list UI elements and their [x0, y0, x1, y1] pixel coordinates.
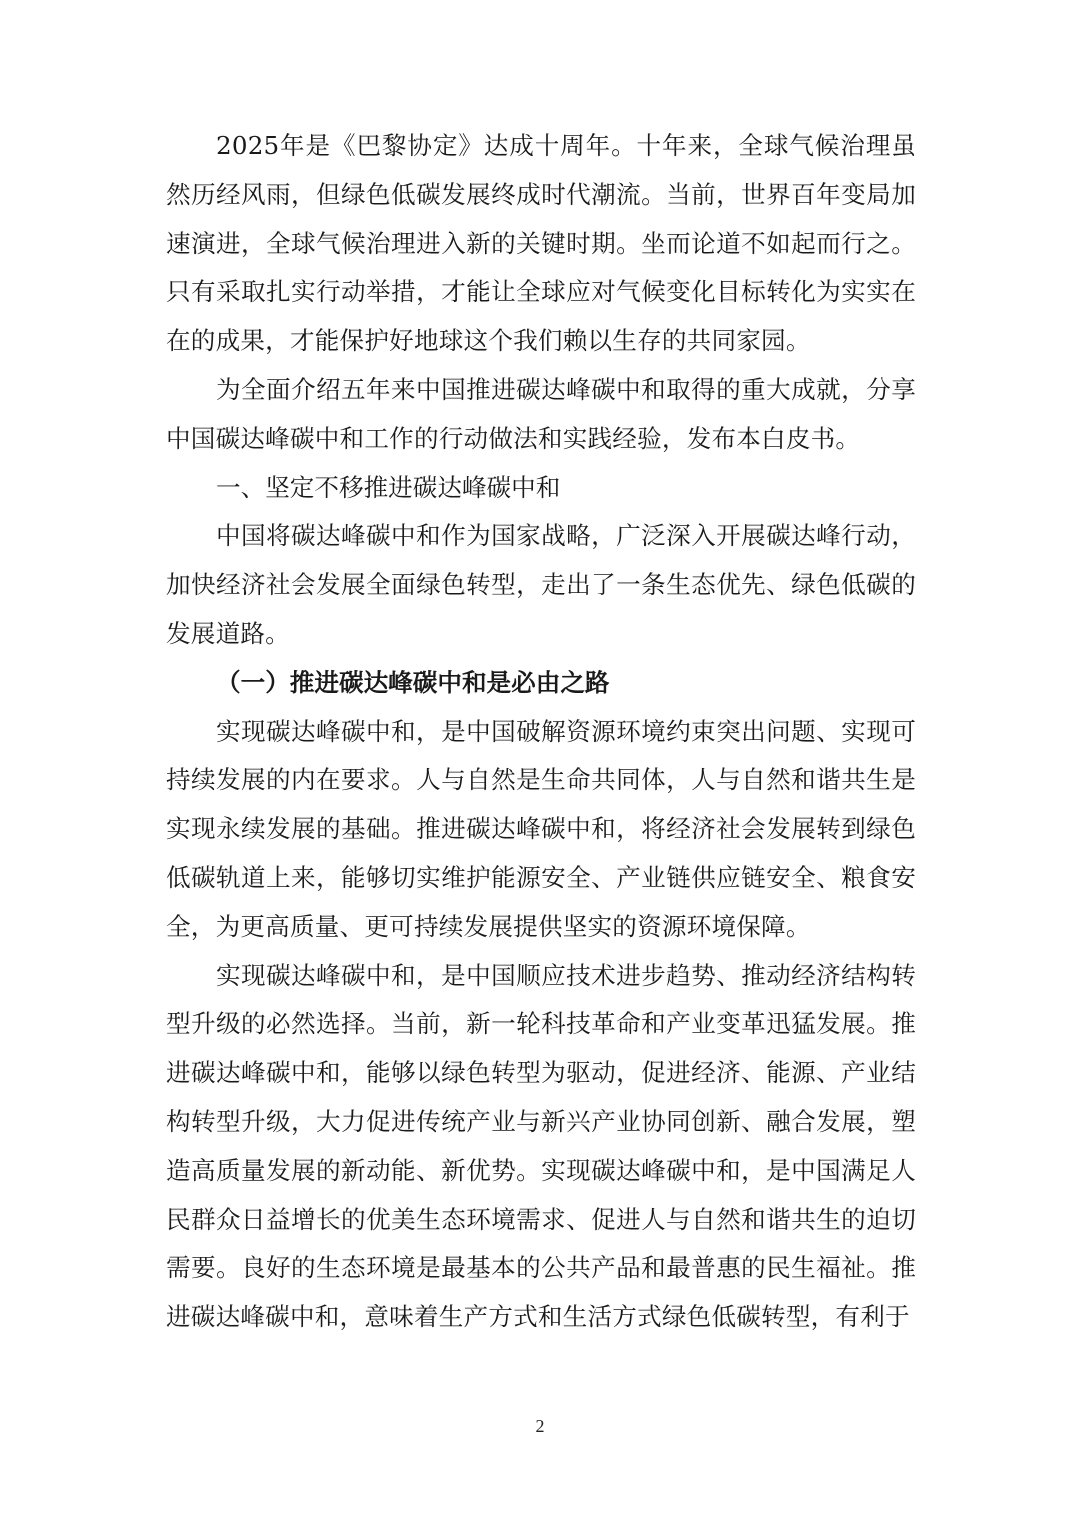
paragraph-intro: 2025年是《巴黎协定》达成十周年。十年来，全球气候治理虽然历经风雨，但绿色低碳发展终成时代潮流。当前，世界百年变局加速演进，全球气候治理进入新的关键时期。坐而论道不如起而行之。只有采取扎实行动举措，才能让全球应对气候变化目标转化为实实在在的成果，才能保护好地球这个我们赖以生存的共同家园。: [166, 131, 916, 356]
paragraph-body-1: 实现碳达峰碳中和，是中国破解资源环境约束突出问题、实现可持续发展的内在要求。人与自然是生命共同体，人与自然和谐共生是实现永续发展的基础。推进碳达峰碳中和，将经济社会发展转到绿色低碳轨道上来，能够切实维护能源安全、产业链供应链安全、粮食安全，为更高质量、更可持续发展提供坚实的资源环境保障。: [166, 716, 916, 941]
paragraph-section-intro: 中国将碳达峰碳中和作为国家战略，广泛深入开展碳达峰行动，加快经济社会发展全面绿色转型，走出了一条生态优先、绿色低碳的发展道路。: [166, 521, 916, 648]
paragraph-body-2: 实现碳达峰碳中和，是中国顺应技术进步趋势、推动经济结构转型升级的必然选择。当前，新一轮科技革命和产业变革迅猛发展。推进碳达峰碳中和，能够以绿色转型为驱动，促进经济、能源、产业结构转型升级，大力促进传统产业与新兴产业协同创新、融合发展，塑造高质量发展的新动能、新优势。实现碳达峰碳中和，是中国满足人民群众日益增长的优美生态环境需求、促进人与自然和谐共生的迫切需要。良好的生态环境是最基本的公共产品和最普惠的民生福祉。推进碳达峰碳中和，意味着生产方式和生活方式绿色低碳转型，有利于: [166, 960, 916, 1332]
paragraph-purpose: 为全面介绍五年来中国推进碳达峰碳中和取得的重大成就，分享中国碳达峰碳中和工作的行动做法和实践经验，发布本白皮书。: [166, 374, 916, 453]
subsection-heading: （一）推进碳达峰碳中和是必由之路: [216, 667, 610, 697]
document-body: [166, 122, 916, 1342]
section-heading: 一、坚定不移推进碳达峰碳中和: [216, 472, 561, 502]
page-number: 2: [535, 1416, 545, 1436]
